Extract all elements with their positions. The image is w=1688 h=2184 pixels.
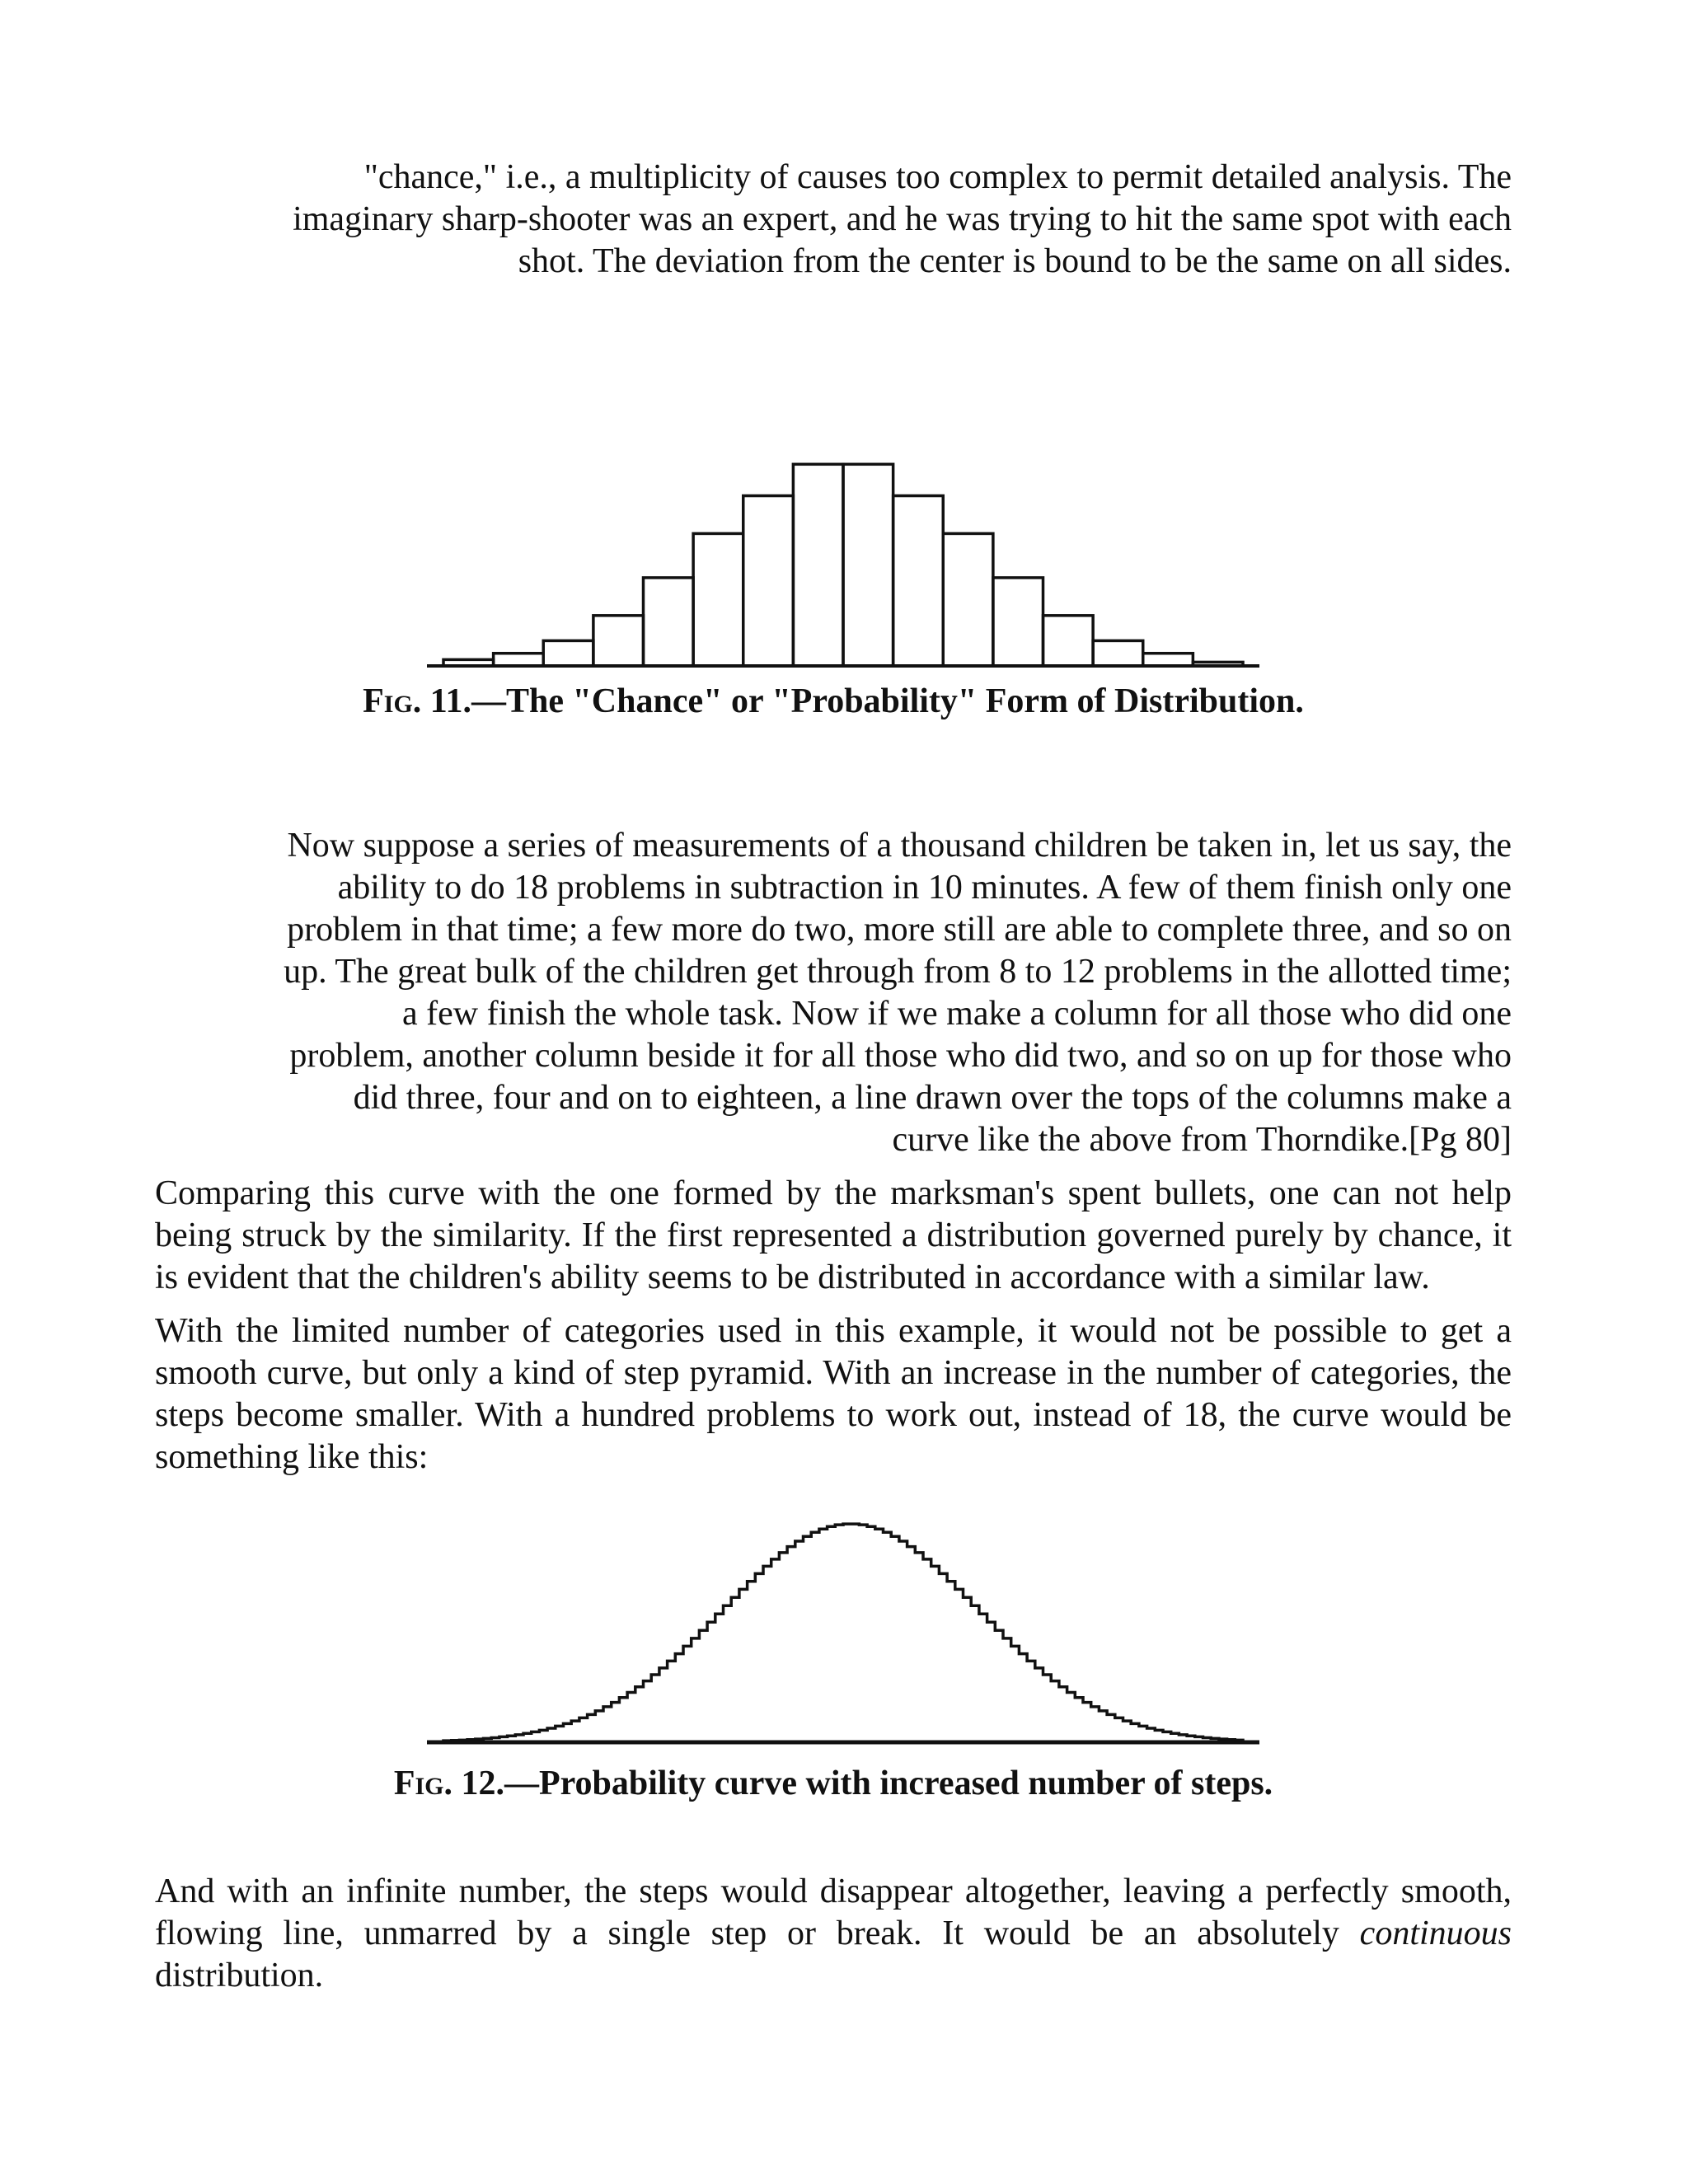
histogram-bar (644, 578, 694, 666)
histogram-bar (1193, 662, 1243, 666)
histogram-bar (993, 578, 1043, 666)
figure-11 (155, 283, 1512, 769)
histogram-bar (543, 640, 593, 666)
histogram-bar (1043, 616, 1094, 666)
histogram-bar (693, 533, 743, 666)
figure-11-histogram (155, 283, 1512, 728)
histogram-bar (443, 659, 494, 666)
histogram-bar (1093, 640, 1143, 666)
histogram-bar (494, 654, 544, 666)
paragraph-5-emphasis: continuous (1359, 1915, 1512, 1952)
paragraph-line: curve like the above from Thorndike.[Pg 80] (892, 1121, 1512, 1159)
histogram-bar (843, 464, 893, 666)
caption-text: . 12.—Probability curve with increased number of steps. (443, 1765, 1273, 1802)
paragraph-line: a few finish the whole task. Now if we make a column for all those who did one (402, 995, 1512, 1033)
paragraph-line: ability to do 18 problems in subtraction in 10 minutes. A few of them finish only one (337, 869, 1512, 907)
page-content (155, 157, 1512, 1997)
paragraph-line: up. The great bulk of the children get through from 8 to 12 problems in the allotted time; (284, 953, 1512, 991)
paragraph-2 (155, 825, 1512, 1161)
figure-12-curve (155, 1479, 1512, 1775)
paragraph-line: problem in that time; a few more do two, more still are able to complete three, and so on (287, 911, 1512, 949)
intro-paragraph (155, 157, 1512, 283)
histogram-bar (893, 496, 944, 666)
paragraph-line: Now suppose a series of measurements of a thousand children be taken in, let us say, the (287, 827, 1512, 865)
paragraph-5-text-end: distribution. (155, 1957, 324, 1994)
histogram-bar (593, 616, 644, 666)
paragraph-line: did three, four and on to eighteen, a line drawn over the tops of the columns make a (353, 1079, 1512, 1117)
histogram-bar (743, 496, 794, 666)
histogram-bar (943, 533, 993, 666)
histogram-bar (1143, 654, 1193, 666)
figure-11-caption (155, 681, 1512, 725)
paragraph-5 (155, 1871, 1512, 1997)
paragraph-3: Comparing this curve with the one formed by the marksman's spent bullets, one can not help being struck by the similarity. If the first represented a distribution governed purely by chance, it is evident that the children's ability seems to be distributed in accordance with a similar law. (155, 1174, 1512, 1296)
caption-fig-small: IG (415, 1773, 444, 1800)
caption-fig-small: IG (383, 691, 413, 718)
paragraph-4: With the limited number of categories used in this example, it would not be possible to get a smooth curve, but only a kind of step pyramid. With an increase in the number of categories, the steps become smaller. With a hundred problems to work out, instead of 18, the curve would be something like this: (155, 1312, 1512, 1476)
intro-line: "chance," i.e., a multiplicity of causes too complex to permit detailed analysis. The (363, 158, 1512, 196)
intro-line: imaginary sharp-shooter was an expert, and he was trying to hit the same spot with each (293, 200, 1512, 238)
caption-fig-letter: F (393, 1765, 415, 1802)
probability-curve (427, 1524, 1243, 1742)
histogram-bar (793, 464, 843, 666)
paragraph-line: problem, another column beside it for all those who did two, and so on up for those who (289, 1037, 1512, 1075)
caption-text: . 11.—The "Chance" or "Probability" Form of Distribution. (412, 682, 1304, 720)
figure-12 (155, 1479, 1512, 1825)
paragraph-5-text: And with an infinite number, the steps would disappear altogether, leaving a perfectly smooth, flowing line, unmarred by a single step or break. It would be an absolutely (155, 1872, 1512, 1952)
caption-fig-letter: F (363, 682, 384, 720)
intro-line: shot. The deviation from the center is bound to be the same on all sides. (518, 242, 1512, 280)
figure-12-caption (155, 1763, 1512, 1807)
